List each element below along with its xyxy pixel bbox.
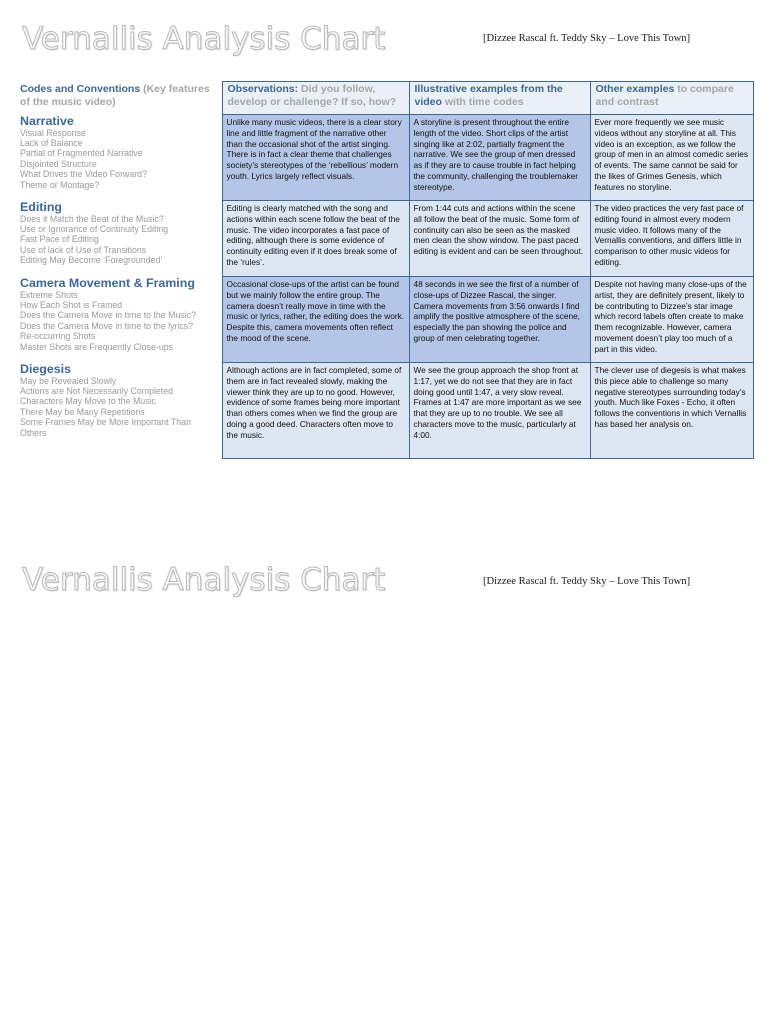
observation-cell: Unlike many music videos, there is a clear story line and little fragment of the narrative other than the occasional shot of the artist singing. There is in fact a clear theme that challenges society’s stereotypes of the ‘rebellious’ modern youth. Lyrics largely reflect visuals.: [222, 115, 409, 201]
convention-item: Partial of Fragmented Narrative: [20, 148, 143, 159]
convention-item: Lack of Balance: [20, 137, 83, 148]
convention-item: How Each Shot is Framed: [20, 299, 123, 310]
header-other-examples: Other examples to compare and contrast: [590, 82, 753, 115]
convention-item: Theme or Montage?: [20, 179, 100, 190]
section-heading: Editing: [20, 199, 62, 214]
row-codes-diegesis: [14, 363, 222, 459]
song-reference-repeat: [Dizzee Rascal ft. Teddy Sky – Love This Town]: [483, 576, 691, 587]
page-title: Vernallis Analysis Chart: [22, 21, 386, 57]
convention-item: Extreme Shots: [20, 289, 78, 300]
convention-item: Editing May Become ‘Foregrounded’: [20, 255, 163, 266]
convention-item: Master Shots are Frequently Close-ups: [20, 341, 174, 352]
convention-item: Disjointed Structure: [20, 158, 97, 169]
row-codes-narrative: [14, 115, 222, 201]
section-heading: Diegesis: [20, 361, 71, 376]
convention-item: Characters May Move to the Music: [20, 396, 156, 407]
convention-item: Re-occurring Shots: [20, 331, 96, 342]
page-title-repeat: Vernallis Analysis Chart: [22, 562, 386, 598]
convention-item: Actions are Not Necessarily Completed: [20, 385, 174, 396]
convention-item: Does the Camera Move in time to the lyrics?: [20, 320, 194, 331]
comparison-cell: The clever use of diegesis is what makes this piece able to challenge so many negative stereotypes surrounding today’s youth. Much like Foxes - Echo, it often follows the conventions in which Vernallis has based her analysis on.: [590, 363, 753, 459]
comparison-cell: The video practices the very fast pace of editing found in almost every modern music video. It follows many of the Vernallis conventions, and differs little in comparison to other music videos for editing.: [590, 201, 753, 277]
convention-item: Use of lack of Use of Transitions: [20, 244, 147, 255]
observation-cell: Although actions are in fact completed, some of them are in fact revealed slowly, making the viewer think they are up to no good. However, evidence of some frames being more important than others comes when we find the group are doing a good deed. Characters often move to the music.: [222, 363, 409, 459]
table-row: [14, 363, 753, 459]
row-codes-camera: [14, 277, 222, 363]
example-cell: We see the group approach the shop front at 1:17, yet we do not see that they are in fact doing good until 1:47, a very slow reveal. Frames at 1:47 are more important as we see that they are up to no trouble. We see all characters move to the music, particularly at 4:00.: [409, 363, 590, 459]
observation-cell: Editing is clearly matched with the song and actions within each scene follow the beat of the music. The video incorporates a fast pace of editing, although there is some evidence of continuity editing even if it does break some of the ‘rules’.: [222, 201, 409, 277]
table-header-row: [14, 82, 753, 115]
header-codes: Codes and Conventions (Key features of the music video): [14, 82, 222, 115]
table-row: [14, 277, 753, 363]
convention-item: May be Revealed Slowly: [20, 375, 117, 386]
table-row: [14, 115, 753, 201]
convention-item: Some Frames May be More Important Than Others: [20, 417, 191, 438]
example-cell: 48 seconds in we see the first of a number of close-ups of Dizzee Rascal, the singer. Camera movements from 3:56 onwards I find amplify the positive atmosphere of the scene, especially the pan showing the police and group of men celebrating together.: [409, 277, 590, 363]
header-examples: Illustrative examples from the video with time codes: [409, 82, 590, 115]
row-codes-editing: [14, 201, 222, 277]
header-observations: Observations: Did you follow, develop or challenge? If so, how?: [222, 82, 409, 115]
example-cell: From 1:44 cuts and actions within the scene all follow the beat of the music. Some form of continuity can also be seen as the masked men clean the show window. The past paced editing is evident and can be seen throughout.: [409, 201, 590, 277]
convention-item: What Drives the Video Forward?: [20, 169, 147, 180]
section-heading: Camera Movement & Framing: [20, 275, 195, 290]
comparison-cell: Despite not having many close-ups of the artist, they are definitely present, likely to be contributing to Dizzee’s star image which record labels often create to make them recognizable. However, camera movement doesn’t play too much of a part in this video.: [590, 277, 753, 363]
analysis-table: [14, 81, 754, 459]
convention-item: Does the Camera Move in time to the Music?: [20, 310, 197, 321]
convention-item: Does it Match the Beat of the Music?: [20, 213, 164, 224]
convention-item: Visual Response: [20, 127, 86, 138]
observation-cell: Occasional close-ups of the artist can be found but we mainly follow the entire group. The camera doesn’t really move in time with the music or lyrics, rather, the editing does the work. Despite this, camera movements often reflect the mood of the scene.: [222, 277, 409, 363]
song-reference: [Dizzee Rascal ft. Teddy Sky – Love This Town]: [483, 33, 691, 44]
example-cell: A storyline is present throughout the entire length of the video. Short clips of the artist singing like at 2:02, partially fragment the narrative. We see the group of men dressed as if they are to cause trouble in fact helping the community, challenging the troublemaker stereotype.: [409, 115, 590, 201]
convention-item: Fast Pace of Editing: [20, 234, 99, 245]
convention-item: There May be Many Repetitions: [20, 406, 145, 417]
convention-item: Use or Ignorance of Continuity Editing: [20, 223, 169, 234]
table-row: [14, 201, 753, 277]
comparison-cell: Ever more frequently we see music videos without any storyline at all. This video is an exception, as we follow the group of men in an almost comedic series of events. The same cannot be said for the likes of Grimes Genesis, which features no storyline.: [590, 115, 753, 201]
section-heading: Narrative: [20, 113, 74, 128]
